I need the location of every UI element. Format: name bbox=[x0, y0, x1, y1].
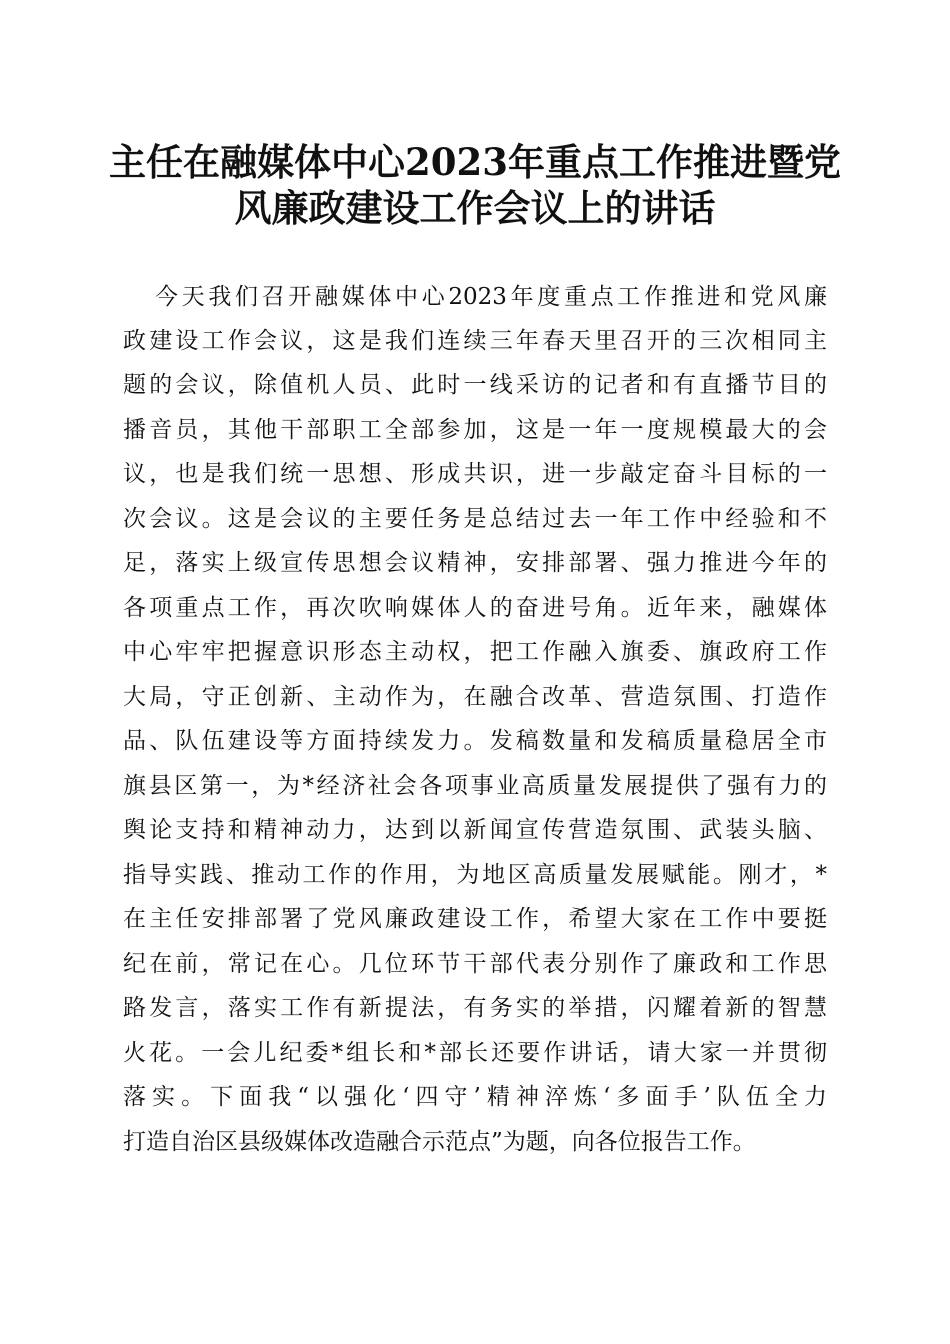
body-line: 旗县区第一，为*经济社会各项事业高质量发展提供了强有力的 bbox=[123, 773, 827, 799]
body-line: 路发言，落实工作有新提法，有务实的举措，闪耀着新的智慧 bbox=[123, 995, 827, 1021]
body-line: 今天我们召开融媒体中心2023年度重点工作推进和党风廉 bbox=[155, 284, 827, 310]
body-line: 播音员，其他干部职工全部参加，这是一年一度规模最大的会 bbox=[123, 417, 827, 443]
title-line-1: 主任在融媒体中心2023年重点工作推进暨党 bbox=[109, 140, 841, 184]
body-line: 足，落实上级宣传思想会议精神，安排部署、强力推进今年的 bbox=[123, 550, 827, 576]
body-line: 各项重点工作，再次吹响媒体人的奋进号角。近年来，融媒体 bbox=[123, 595, 827, 621]
body-line: 题的会议，除值机人员、此时一线采访的记者和有直播节目的 bbox=[123, 372, 827, 398]
title-line-2: 风廉政建设工作会议上的讲话 bbox=[234, 186, 716, 230]
body-line: 火花。一会儿纪委*组长和*部长还要作讲话，请大家一并贯彻 bbox=[123, 1040, 827, 1066]
body-line: 中心牢牢把握意识形态主动权，把工作融入旗委、旗政府工作 bbox=[123, 639, 827, 665]
body-line: 议，也是我们统一思想、形成共识，进一步敲定奋斗目标的一 bbox=[123, 461, 827, 487]
body-line-last: 打造自治区县级媒体改造融合示范点”为题，向各位报告工作。 bbox=[123, 1129, 756, 1155]
body-line: 品、队伍建设等方面持续发力。发稿数量和发稿质量稳居全市 bbox=[123, 728, 827, 754]
body-line: 大局，守正创新、主动作为，在融合改革、营造氛围、打造作 bbox=[123, 684, 827, 710]
body-line: 政建设工作会议，这是我们连续三年春天里召开的三次相同主 bbox=[123, 328, 827, 354]
body-line: 在主任安排部署了党风廉政建设工作，希望大家在工作中要挺 bbox=[123, 906, 827, 932]
body-line: 指导实践、推动工作的作用，为地区高质量发展赋能。刚才，* bbox=[123, 862, 827, 888]
body-line: 落实。下面我“以强化‘四守’精神淬炼‘多面手’队伍全力 bbox=[123, 1084, 827, 1110]
body-line: 舆论支持和精神动力，达到以新闻宣传营造氛围、武装头脑、 bbox=[123, 817, 827, 843]
body-line: 次会议。这是会议的主要任务是总结过去一年工作中经验和不 bbox=[123, 506, 827, 532]
body-line: 纪在前，常记在心。几位环节干部代表分别作了廉政和工作思 bbox=[123, 951, 827, 977]
